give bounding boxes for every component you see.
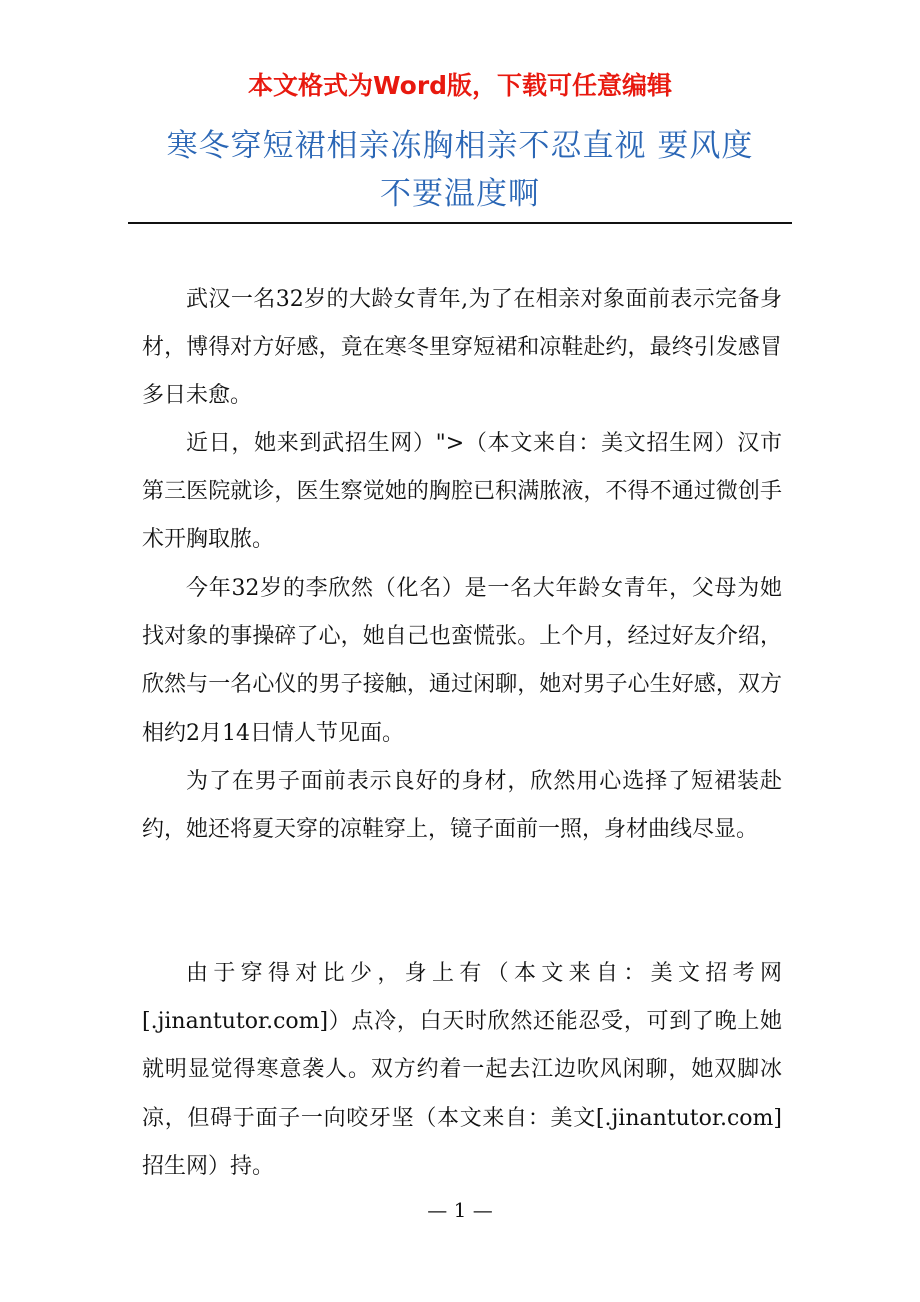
article-title-line-2: 不要温度啊	[380, 176, 540, 212]
paragraph-text: 武汉一名32岁的大龄女青年,为了在相亲对象面前表示完备身材，博得对方好感，竟在寒冬里穿短裙和凉鞋赴约，最终引发感冒多日未愈。	[142, 287, 782, 409]
paragraph-5	[142, 950, 782, 1191]
paragraph-1	[142, 276, 782, 421]
page-number: — 1 —	[427, 1198, 493, 1222]
article-title	[100, 122, 820, 218]
paragraph-4	[142, 758, 782, 854]
paragraph-3	[142, 565, 782, 758]
paragraph-text: 近日，她来到武招生网）">（本文来自：美文招生网）汉市第三医院就诊，医生察觉她的胸腔已积满脓液，不得不通过微创手术开胸取脓。	[142, 431, 782, 553]
download-notice: 本文格式为Word版，下载可任意编辑	[247, 71, 673, 100]
paragraph-text: 由于穿得对比少，身上有（本文来自：美文招考网[.jinantutor.com]）点冷，白天时欣然还能忍受，可到了晚上她就明显觉得寒意袭人。双方约着一起去江边吹风闲聊，她双脚冰凉，但碍于面子一向咬牙坚（本文来自：美文[.jinantutor.com]招生网）持。	[142, 961, 782, 1179]
paragraph-2	[142, 420, 782, 565]
paragraph-text: 今年32岁的李欣然（化名）是一名大年龄女青年，父母为她找对象的事操碎了心，她自己也蛮慌张。上个月，经过好友介绍，欣然与一名心仪的男子接触，通过闲聊，她对男子心生好感，双方相约2月14日情人节见面。	[142, 576, 782, 746]
title-divider	[128, 222, 792, 224]
article-title-line-1: 寒冬穿短裙相亲冻胸相亲不忍直视 要风度	[166, 128, 754, 164]
paragraph-text: 为了在男子面前表示良好的身材，欣然用心选择了短裙装赴约，她还将夏天穿的凉鞋穿上，镜子面前一照，身材曲线尽显。	[142, 769, 782, 843]
